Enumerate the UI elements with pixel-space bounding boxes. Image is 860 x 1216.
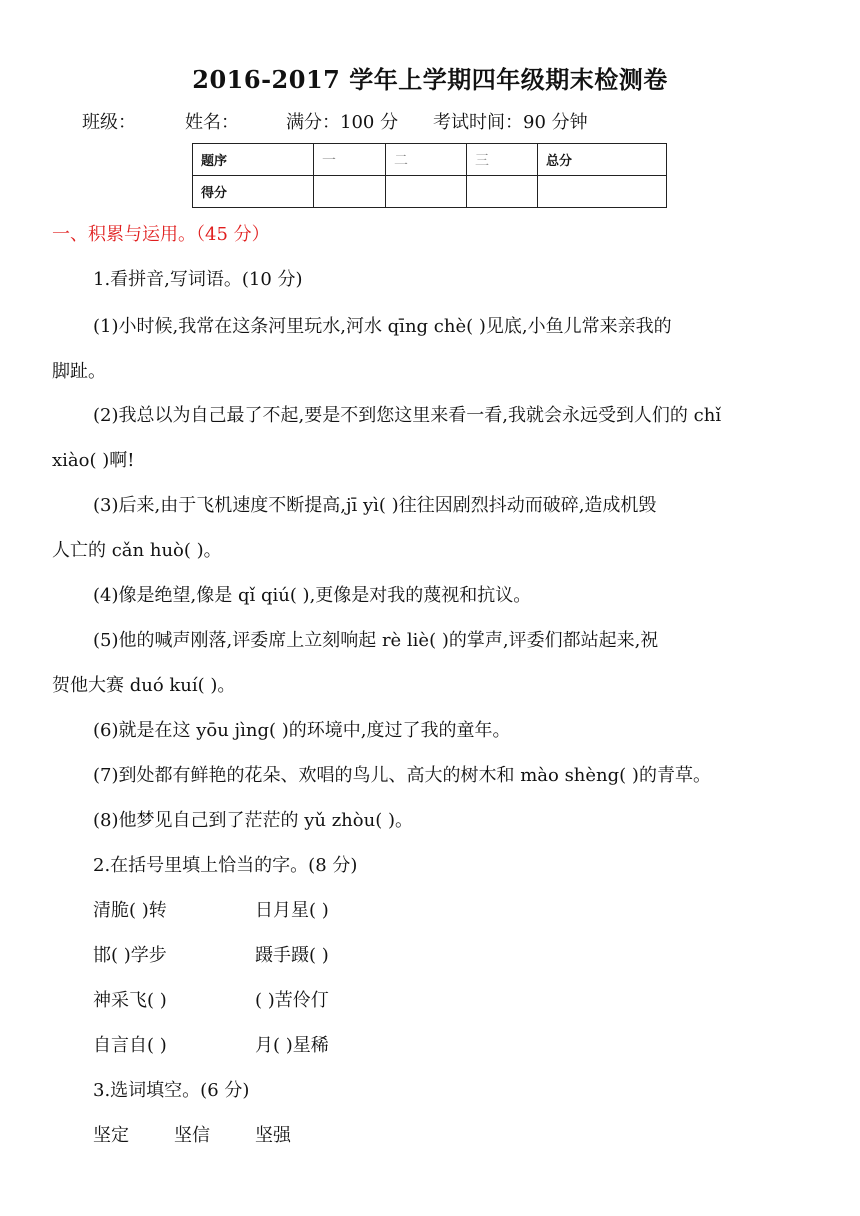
q2-row-1-b: 日月星( ) xyxy=(255,900,329,921)
q2-row-2-b: 蹑手蹑( ) xyxy=(255,945,329,966)
q1-item-5-cont: 贺他大赛 duó kuí( )。 xyxy=(52,675,236,696)
score-blank-3[interactable] xyxy=(467,176,538,208)
score-table xyxy=(192,143,667,208)
q2-row-2-a: 邯( )学步 xyxy=(93,945,167,966)
score-cell-2: 二 xyxy=(386,144,467,176)
score-cell-3: 三 xyxy=(467,144,538,176)
q2-row-1-a: 清脆( )转 xyxy=(93,900,167,921)
q1-item-6: (6)就是在这 yōu jìng( )的环境中,度过了我的童年。 xyxy=(93,720,511,741)
q2-row-3-b: ( )苦伶仃 xyxy=(255,990,329,1011)
score-table-header-row xyxy=(193,144,667,176)
q3-word-3: 坚强 xyxy=(255,1125,291,1146)
q1-item-4: (4)像是绝望,像是 qǐ qiú( ),更像是对我的蔑视和抗议。 xyxy=(93,585,532,606)
exam-time: 考试时间：90 分钟 xyxy=(433,112,588,133)
q1-item-1-cont: 脚趾。 xyxy=(52,361,106,382)
score-cell-1: 一 xyxy=(314,144,386,176)
q3-title: 3.选词填空。(6 分) xyxy=(93,1080,250,1101)
q1-item-2: (2)我总以为自己最了不起,要是不到您这里来看一看,我就会永远受到人们的 chǐ xyxy=(93,405,722,426)
q1-item-8: (8)他梦见自己到了茫茫的 yǔ zhòu( )。 xyxy=(93,810,413,831)
q3-word-2: 坚信 xyxy=(174,1125,210,1146)
section-1-heading: 一、积累与运用。（45 分） xyxy=(52,224,270,245)
score-blank-1[interactable] xyxy=(314,176,386,208)
score-row-label: 得分 xyxy=(193,176,314,208)
q2-row-4-a: 自言自( ) xyxy=(93,1035,167,1056)
score-table-score-row xyxy=(193,176,667,208)
q1-item-2-cont: xiào( )啊! xyxy=(52,450,135,471)
q2-title: 2.在括号里填上恰当的字。(8 分) xyxy=(93,855,358,876)
exam-title: 2016-2017 学年上学期四年级期末检测卷 xyxy=(192,65,668,94)
class-label: 班级： xyxy=(82,112,136,133)
score-cell-order: 题序 xyxy=(193,144,314,176)
q1-item-3-cont: 人亡的 cǎn huò( )。 xyxy=(52,540,222,561)
q1-item-3: (3)后来,由于飞机速度不断提高,jī yì( )往往因剧烈抖动而破碎,造成机毁 xyxy=(93,495,657,516)
q3-word-1: 坚定 xyxy=(93,1125,129,1146)
q1-item-5: (5)他的喊声刚落,评委席上立刻响起 rè liè( )的掌声,评委们都站起来,祝 xyxy=(93,630,659,651)
full-score: 满分：100 分 xyxy=(286,112,399,133)
q1-title: 1.看拼音,写词语。(10 分) xyxy=(93,269,303,290)
score-cell-total: 总分 xyxy=(538,144,667,176)
score-blank-2[interactable] xyxy=(386,176,467,208)
q2-row-3-a: 神采飞( ) xyxy=(93,990,167,1011)
q1-item-1: (1)小时候,我常在这条河里玩水,河水 qīng chè( )见底,小鱼儿常来亲我的 xyxy=(93,316,672,337)
q1-item-7: (7)到处都有鲜艳的花朵、欢唱的鸟儿、高大的树木和 mào shèng( )的青草。 xyxy=(93,765,711,786)
name-label: 姓名： xyxy=(185,112,239,133)
score-blank-total[interactable] xyxy=(538,176,667,208)
q2-row-4-b: 月( )星稀 xyxy=(255,1035,329,1056)
